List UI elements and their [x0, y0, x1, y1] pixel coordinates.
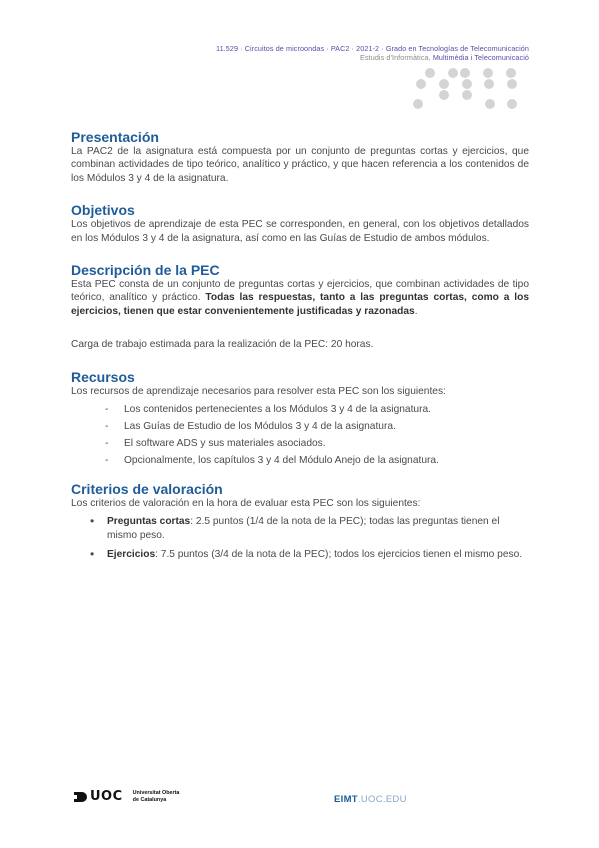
header-school-t: Telecomunicació	[474, 53, 529, 62]
criterio-text: : 2.5 puntos (1/4 de la nota de la PEC); todas las preguntas tienen el mismo peso.	[107, 516, 500, 541]
descripcion-bold: Todas las respuestas, tanto a las preguntas cortas, como a los ejercicios, tienen que estar convenientemente justificadas y razonadas	[71, 292, 529, 317]
descripcion-plain: Esta PEC consta de un conjunto de preguntas cortas y ejercicios, que combinan actividades de tipo teórico, analítico y práctico.	[71, 279, 529, 304]
header-course-line: 11.529 · Circuitos de microondas · PAC2 · 2021-2 · Grado en Tecnologías de Telecomunicación	[216, 44, 529, 53]
paragraph-descripcion	[71, 278, 529, 318]
heading-objetivos: Objetivos	[71, 202, 135, 219]
uoc-name	[133, 790, 180, 802]
uoc-name-line1: Universitat Oberta	[132, 790, 180, 797]
list-item	[88, 515, 529, 542]
list-item: - Opcionalmente, los capítulos 3 y 4 del Módulo Anejo de la asignatura.	[105, 452, 529, 469]
header-school-pre: Estudis d'Informàtica,	[360, 53, 433, 62]
decorative-dots-logo	[0, 0, 599, 120]
heading-criterios: Criterios de valoración	[71, 481, 223, 498]
criterios-list	[71, 515, 529, 561]
heading-descripcion: Descripción de la PEC	[71, 262, 220, 279]
recursos-list	[71, 401, 529, 469]
paragraph-presentacion: La PAC2 de la asignatura está compuesta por un conjunto de preguntas cortas y ejercicios, que combinan actividades de tipo teórico, analítico y práctico, y que hacen referencia a los contenidos de los Módulos 3 y 4 de la asignatura.	[71, 146, 529, 184]
list-item: - Los contenidos pertenecientes a los Módulos 3 y 4 de la asignatura.	[105, 401, 529, 418]
eimt-rest: .UOC.EDU	[357, 794, 407, 805]
eimt-bold: EIMT	[334, 794, 358, 805]
uoc-logo	[72, 789, 179, 804]
criterio-text: : 7.5 puntos (3/4 de la nota de la PEC); todos los ejercicios tienen el mismo peso.	[155, 549, 523, 561]
criterio-label: Ejercicios	[107, 549, 156, 561]
paragraph-criterios-intro: Los criterios de valoración en la hora de evaluar esta PEC son los siguientes:	[71, 498, 421, 510]
descripcion-end: .	[414, 305, 418, 317]
paragraph-carga: Carga de trabajo estimada para la realización de la PEC: 20 horas.	[71, 339, 374, 351]
criterio-label: Preguntas cortas	[107, 516, 191, 528]
heading-recursos: Recursos	[71, 368, 135, 385]
list-item	[88, 548, 529, 561]
heading-presentacion: Presentación	[71, 129, 159, 145]
paragraph-objetivos: Los objetivos de aprendizaje de esta PEC se corresponden, en general, con los objetivos detallados en los Módulos 3 y 4 de la asignatura, así como en las Guías de Estudio de ambos módulos.	[71, 219, 529, 244]
paragraph-recursos-intro: Los recursos de aprendizaje necesarios para resolver esta PEC son los siguientes:	[71, 385, 446, 397]
list-item: - Las Guías de Estudio de los Módulos 3 y 4 de la asignatura.	[105, 418, 529, 435]
bullet-icon: •	[90, 547, 95, 562]
eimt-url[interactable]	[334, 794, 407, 805]
document-body	[71, 128, 529, 568]
header-school-m: Multimèdia i	[432, 53, 475, 62]
uoc-logo-icon	[72, 791, 88, 803]
bullet-icon: •	[90, 514, 95, 529]
uoc-mark-text: UOC	[90, 789, 123, 804]
uoc-name-line2: de Catalunya	[132, 796, 167, 803]
list-item: - El software ADS y sus materiales asociados.	[105, 435, 529, 452]
